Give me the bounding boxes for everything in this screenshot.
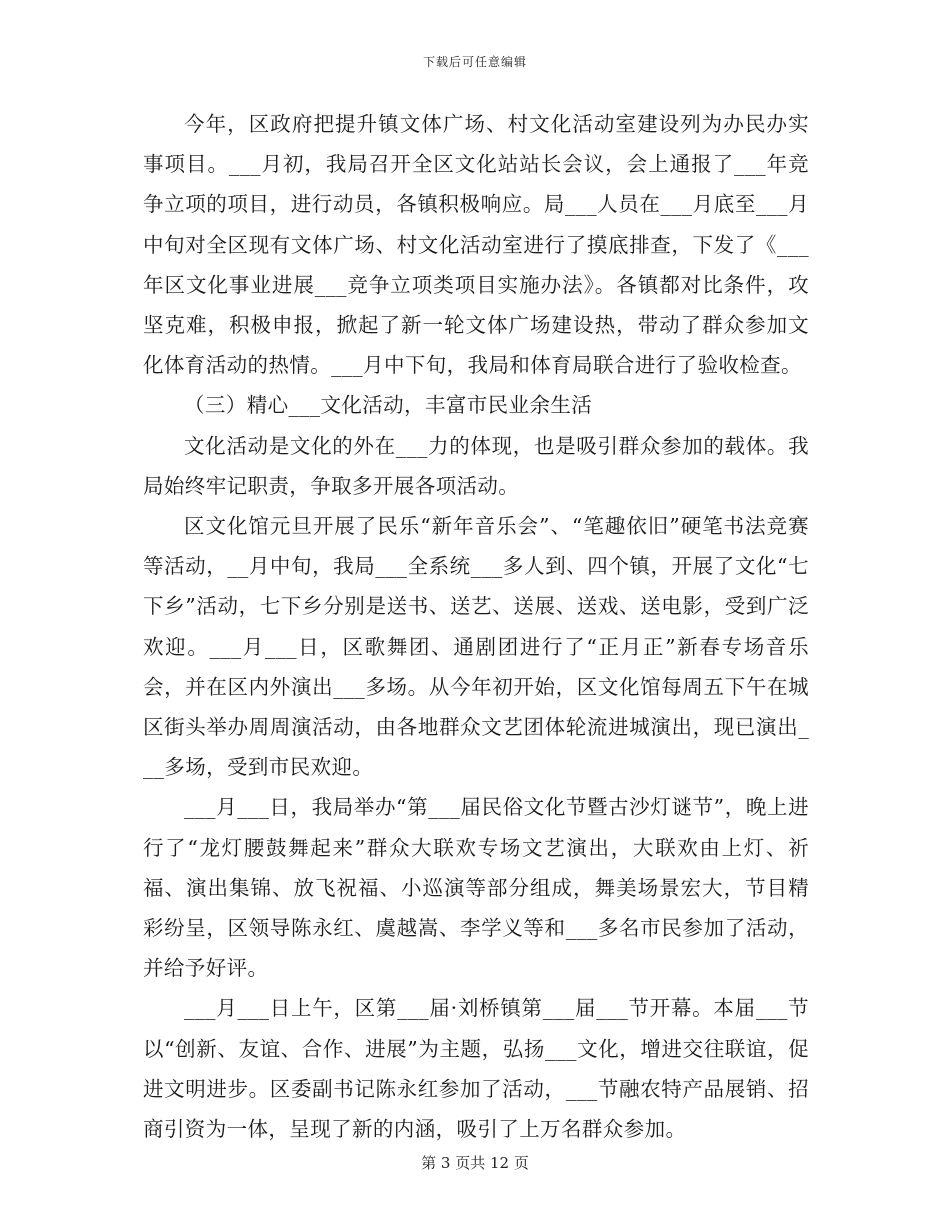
paragraph-cultural-center-events: 区文化馆元旦开展了民乐“新年音乐会”、“笔趣依旧”硬笔书法竞赛等活动，__月中旬，我局___全系统___多人到、四个镇，开展了文化“七下乡”活动，七下乡分别是送书、送艺、送展、送戏、送电影，受到广泛欢迎。___月___日，区歌舞团、通剧团进行了“正月正”新春专场音乐会，并在区内外演出___多场。从今年初开始，区文化馆每周五下午在城区街头举办周周演活动，由各地群众文艺团体轮流进城演出，现已演出___多场，受到市民欢迎。 [143,514,809,780]
document-body [143,104,809,1149]
paragraph-festival-opening: ___月___日上午，区第___届·刘桥镇第___届___节开幕。本届___节以“创新、友谊、合作、进展”为主题，弘扬___文化，增进交往联谊，促进文明进步。区委副书记陈永红参加了活动，___节融农特产品展销、招商引资为一体，呈现了新的内涵，吸引了上万名群众参加。 [143,996,809,1142]
paragraph-folk-festival: ___月___日，我局举办“第___届民俗文化节暨古沙灯谜节”，晚上进行了“龙灯腰鼓舞起来”群众大联欢专场文艺演出，大联欢由上灯、祈福、演出集锦、放飞祝福、小巡演等部分组成，舞美场景宏大，节目精彩纷呈，区领导陈永红、虞越嵩、李学义等和___多名市民参加了活动，并给予好评。 [143,795,809,981]
paragraph-plaza-construction: 今年，区政府把提升镇文体广场、村文化活动室建设列为办民办实事项目。___月初，我局召开全区文化站站长会议，会上通报了___年竞争立项的项目，进行动员，各镇积极响应。局___人员在___月底至___月中旬对全区现有文体广场、村文化活动室进行了摸底排查，下发了《___年区文化事业进展___竞争立项类项目实施办法》。各镇都对比条件，攻坚克难，积极申报，掀起了新一轮文体广场建设热，带动了群众参加文化体育活动的热情。___月中下旬，我局和体育局联合进行了验收检查。 [143,112,809,378]
page-header: 下载后可任意编辑 [422,55,527,69]
paragraph-activity-carrier: 文化活动是文化的外在___力的体现，也是吸引群众参加的载体。我局始终牢记职责，争取多开展各项活动。 [143,433,809,498]
section-heading-cultural-activities: （三）精心___文化活动，丰富市民业余生活 [184,393,593,418]
page-number-footer: 第 3 页共 12 页 [421,1154,529,1172]
